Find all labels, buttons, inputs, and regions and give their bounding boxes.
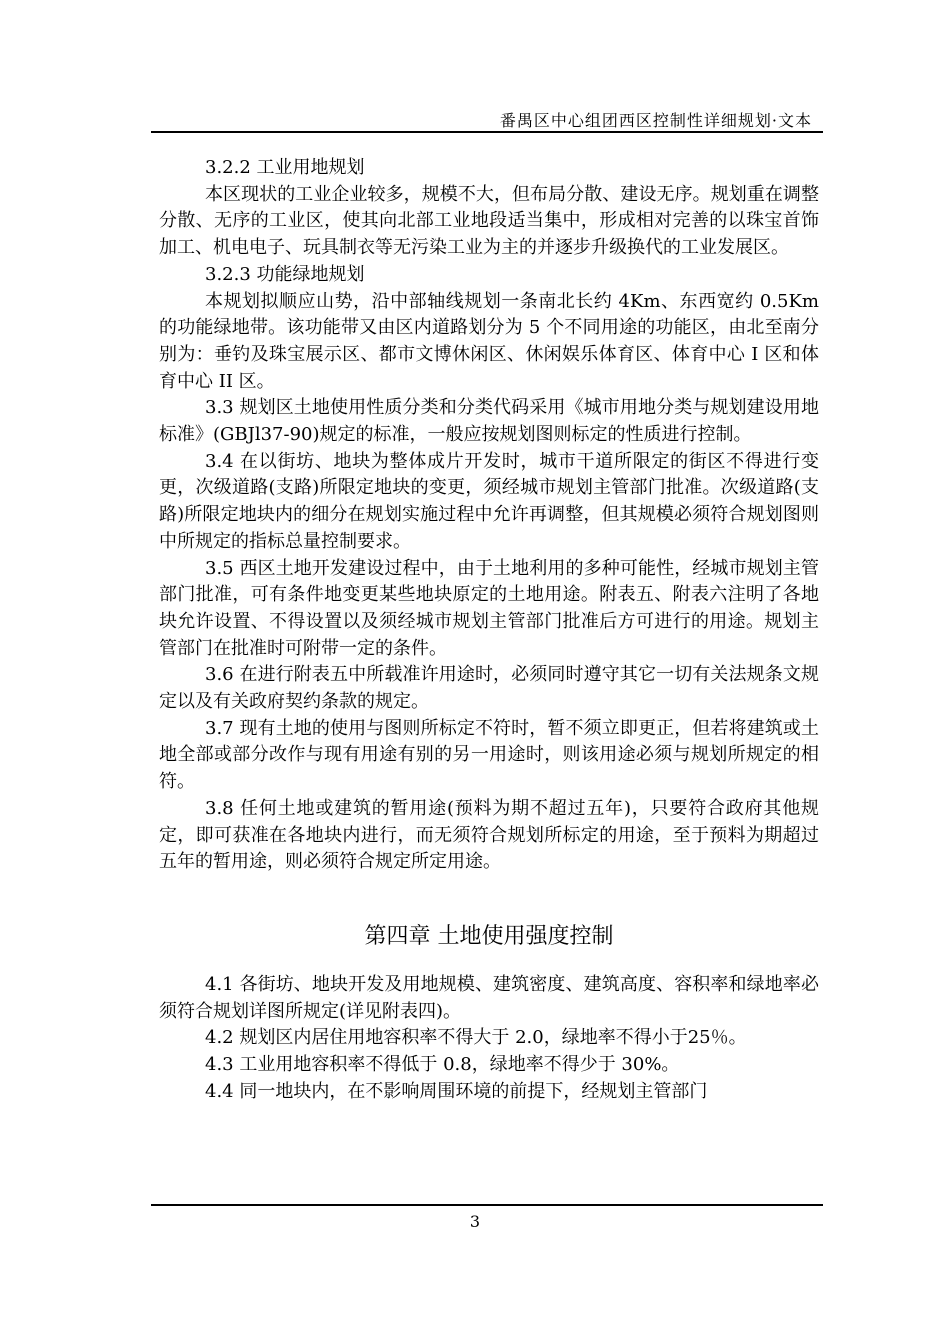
paragraph: 3.6 在进行附表五中所载准许用途时，必须同时遵守其它一切有关法规条文规定以及有关政府契约条款的规定。 — [159, 664, 819, 713]
paragraph: 3.3 规划区土地使用性质分类和分类代码采用《城市用地分类与规划建设用地标准》(GBJl37-90)规定的标准，一般应按规划图则标定的性质进行控制。 — [159, 397, 819, 446]
paragraph: 4.2 规划区内居住用地容积率不得大于 2.0，绿地率不得小于25％。 — [205, 1027, 747, 1049]
paragraph: 3.4 在以街坊、地块为整体成片开发时，城市干道所限定的街区不得进行变更，次级道路(支路)所限定地块的变更，须经城市规划主管部门批准。次级道路(支路)所限定地块内的细分在规划实施过程中允许再调整，但其规模必须符合规划图则中所规定的指标总量控制要求。 — [159, 450, 819, 552]
paragraph: 3.5 西区土地开发建设过程中，由于土地利用的多种可能性，经城市规划主管部门批准，可有条件地变更某些地块原定的土地用途。附表五、附表六注明了各地块允许设置、不得设置以及须经城市规划主管部门批准后方可进行的用途。规划主管部门在批准时可附带一定的条件。 — [159, 557, 819, 659]
page-body — [159, 155, 819, 1106]
section-heading-3-2-2: 3.2.2 工业用地规划 — [205, 157, 365, 178]
paragraph: 本区现状的工业企业较多，规模不大，但布局分散、建设无序。规划重在调整分散、无序的工业区，使其向北部工业地段适当集中，形成相对完善的以珠宝首饰加工、机电电子、玩具制衣等无污染工业为主的并逐步升级换代的工业发展区。 — [159, 183, 819, 259]
chapter-title: 第四章 土地使用强度控制 — [364, 923, 614, 949]
paragraph: 4.4 同一地块内，在不影响周围环境的前提下，经规划主管部门 — [205, 1080, 708, 1102]
paragraph: 4.3 工业用地容积率不得低于 0.8，绿地率不得少于 30%。 — [205, 1054, 680, 1076]
page-number: 3 — [469, 1212, 481, 1231]
paragraph: 3.7 现有土地的使用与图则所标定不符时，暂不须立即更正，但若将建筑或土地全部或部分改作与现有用途有别的另一用途时，则该用途必须与规划所规定的相符。 — [159, 717, 819, 793]
section-heading-3-2-3: 3.2.3 功能绿地规划 — [205, 263, 365, 285]
running-header: 番禺区中心组团西区控制性详细规划·文本 — [499, 111, 812, 130]
paragraph: 本规划拟顺应山势，沿中部轴线规划一条南北长约 4Km、东西宽约 0.5Km 的功能绿地带。该功能带又由区内道路划分为 5 个不同用途的功能区，由北至南分别为：垂钓及珠宝展示区、都市文博休闲区、休闲娱乐体育区、体育中心 I 区和体育中心 II 区。 — [159, 290, 819, 392]
header-rule — [151, 131, 823, 133]
paragraph: 4.1 各街坊、地块开发及用地规模、建筑密度、建筑高度、容积率和绿地率必须符合规划详图所规定(详见附表四)。 — [159, 973, 819, 1022]
footer-rule — [151, 1204, 823, 1206]
paragraph: 3.8 任何土地或建筑的暂用途(预料为期不超过五年)，只要符合政府其他规定，即可获准在各地块内进行，而无须符合规划所标定的用途，至于预料为期超过五年的暂用途，则必须符合规定所定用途。 — [159, 797, 819, 873]
